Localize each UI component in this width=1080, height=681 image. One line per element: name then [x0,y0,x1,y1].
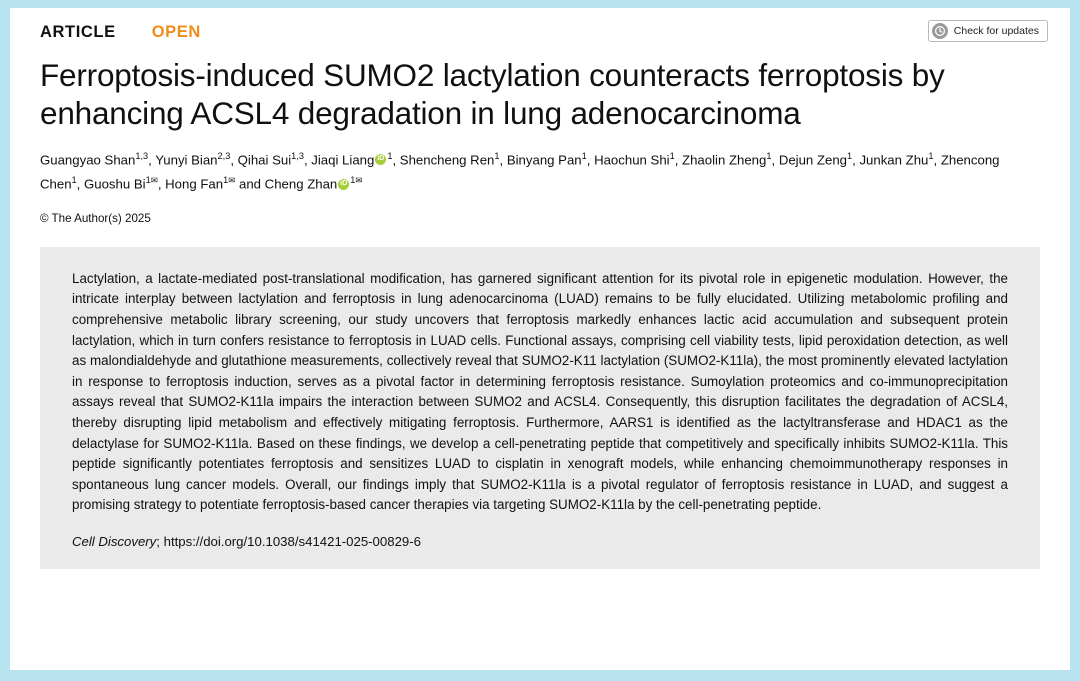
author-affiliation-marker: 2,3 [217,151,231,161]
refresh-clock-icon [932,23,948,39]
author-affiliation-marker: 1 [928,151,934,161]
email-icon[interactable]: ✉ [355,175,363,186]
author-list: Guangyao Shan$^{1,3}$, Yunyi Bian$^{2,3}$, Qihai Sui$^{1,3}$, Jiaqi Liang iD $^1$, Shencheng Ren$^1$, Binyang Pan$^1$, Haochun Shi$^1$, Zhaolin Zheng$^1$, Dejun Zeng$^1$, Junkan Zhu$^1$, Zhencong Chen$^1$, Guoshu $Bi^{1✉}$, Hong Fan$^{1✉}$ and Cheng Zhan iD $^{1✉}$ [40,146,1040,195]
journal-name: Cell Discovery [72,533,157,549]
author-affiliation-marker: 1 [71,175,77,186]
author-affiliation-marker: 1,3 [291,151,304,161]
author-affiliation-marker: 1 [387,151,393,161]
author-affiliation-marker: 1 [145,175,151,186]
author-affiliation-marker: 1 [223,175,229,186]
author-name: Shencheng Ren [399,152,495,168]
abstract-text: Lactylation, a lactate-mediated post-translational modification, has garnered significant attention for its pivotal role in epigenetic modulation. However, the intricate interplay between lactylation and ferroptosis in lung adenocarcinoma (LUAD) remains to be fully elucidated. Utilizing metabolomic profiling and comprehensive metabolic library screening, our study uncovers that ferroptosis markedly enhances lactic acid accumulation and subsequent protein lactylation, which in turn confers resistance to ferroptosis in LUAD cells. Functional assays, comprising cell viability tests, lipid peroxidation detection, as well as malondialdehyde and glutathione measurements, collectively reveal that SUMO2-K11 lactylation (SUMO2-K11la), the most prominently elevated lactylation in response to ferroptosis induction, serves as a pivotal factor in determining ferroptosis resistance. Sumoylation proteomics and co-immunoprecipitation assays reveal that SUMO2-K11la impairs the interaction between SUMO2 and ACSL4. Consequently, this disruption facilitates the degradation of ACSL4, thereby disrupting lipid metabolism and effectively mitigating ferroptosis. Furthermore, AARS1 is identified as the lactyltransferase and HDAC1 as the delactylase for SUMO2-K11la. Based on these findings, we develop a cell-penetrating peptide that competitively and specifically inhibits SUMO2-K11la. This peptide significantly potentiates ferroptosis and sensitizes LUAD to cisplatin in xenograft models, while enhancing chemoimmunotherapy responses in spontaneous lung cancer models. Overall, our findings imply that SUMO2-K11la is a pivotal regulator of ferroptosis resistance in LUAD, and suggest a promising strategy to potentiate ferroptosis-based cancer therapies via targeting SUMO2-K11la by the cell-penetrating peptide. [72,270,1008,513]
author-name: Qihai Sui [237,152,292,168]
check-for-updates-button[interactable] [928,20,1048,42]
author-name: Zhencong Chen [40,152,1000,192]
author-affiliation-marker: 1 [847,151,853,161]
check-for-updates-label: Check for updates [953,25,1039,37]
copyright-line: © The Author(s) 2025 [40,211,151,225]
author-affiliation-marker: 1 [766,151,772,161]
author-name: Haochun Shi [594,152,670,168]
author-name: Guoshu Bi [83,176,146,192]
author-affiliation-marker: 1 [581,151,587,161]
page-title: Ferroptosis-induced SUMO2 lactylation counteracts ferroptosis by enhancing ACSL4 degradation in lung adenocarcinoma [40,57,945,131]
article-type-label: ARTICLE [40,23,116,41]
journal-doi[interactable]: ; https://doi.org/10.1038/s41421-025-00829-6 [156,533,421,549]
author-name: Junkan Zhu [859,152,929,168]
author-name: Binyang Pan [506,152,582,168]
orcid-icon[interactable] [338,179,349,190]
author-name: Hong Fan [165,176,224,192]
journal-citation [72,534,1008,549]
author-name: Dejun Zeng [778,152,847,168]
author-affiliation-marker: 1 [494,151,500,161]
article-header-row [40,22,1040,48]
author-name: Jiaqi Liang [311,152,375,168]
author-affiliation-marker: 1 [350,175,356,186]
author-affiliation-marker: 1 [669,151,675,161]
abstract-box [40,247,1040,569]
author-name: Zhaolin Zheng [682,152,767,168]
email-icon[interactable]: ✉ [150,175,158,186]
open-access-badge: OPEN [151,23,201,41]
email-icon[interactable]: ✉ [228,175,236,186]
author-affiliation-marker: 1,3 [135,151,149,161]
author-name: Cheng Zhan [264,176,338,192]
author-name: Guangyao Shan [40,152,136,168]
article-page [10,8,1070,670]
orcid-icon[interactable] [375,154,386,165]
author-name: Yunyi Bian [155,152,218,168]
